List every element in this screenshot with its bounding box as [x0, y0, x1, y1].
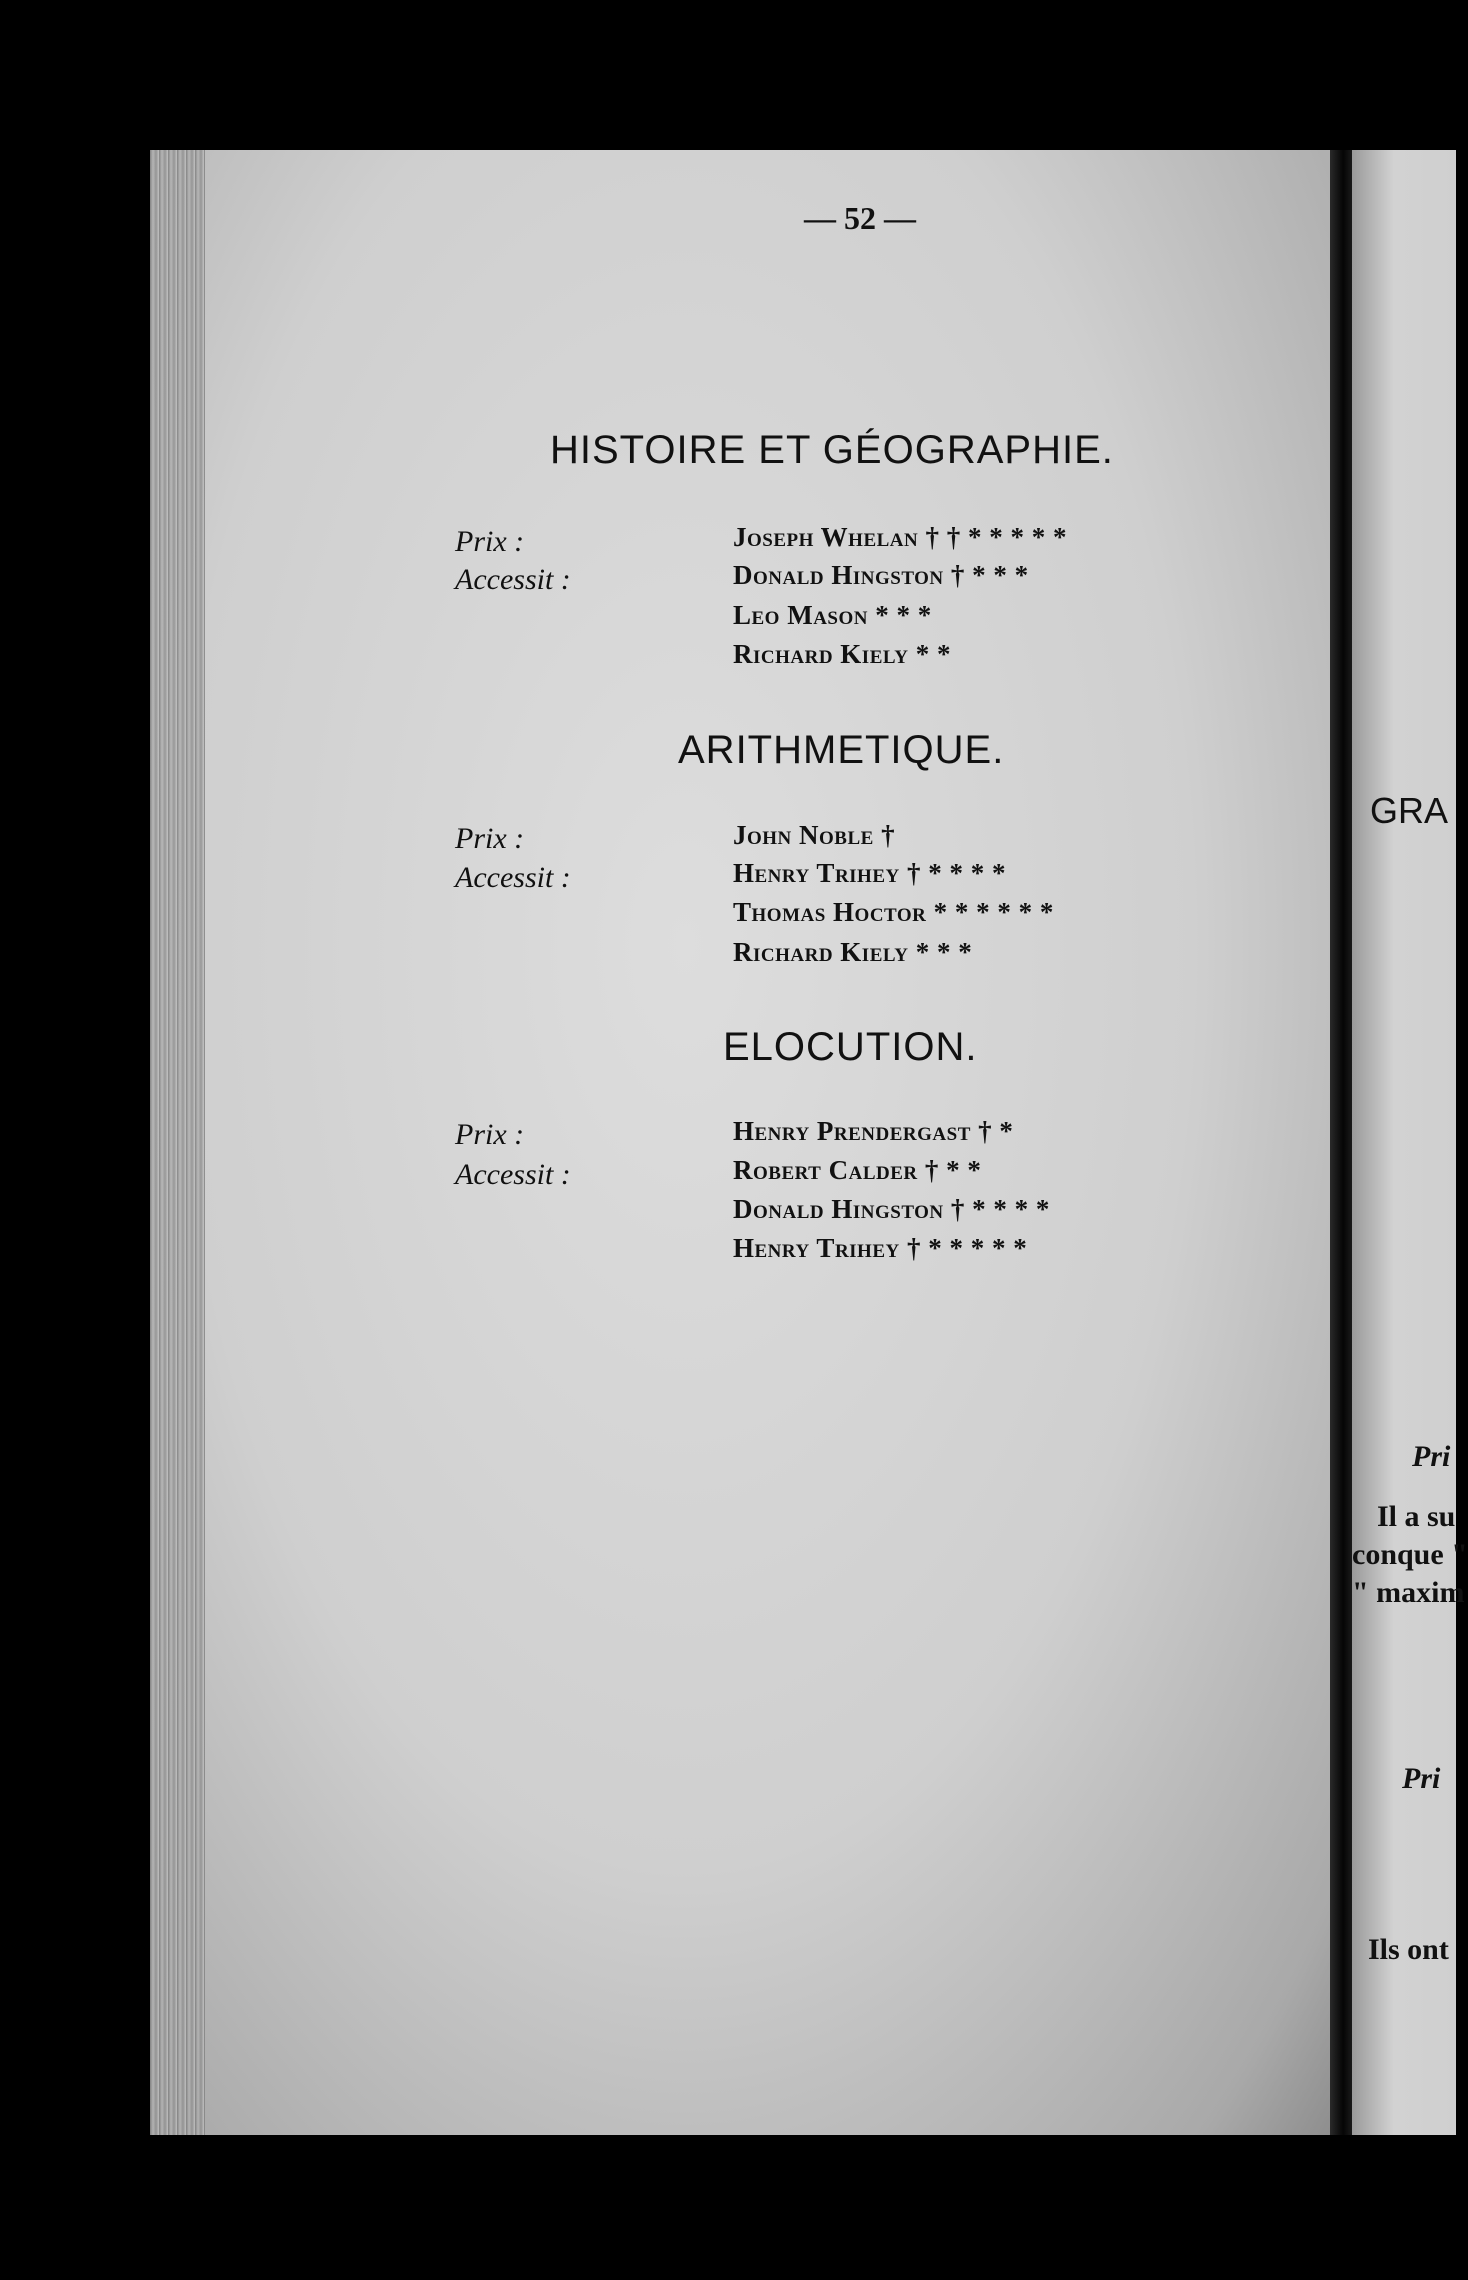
prize-entry: Henry Trihey † * * * *	[733, 858, 1006, 888]
facing-fragment: Il a su	[1377, 1500, 1456, 1533]
prize-entry: Donald Hingston † * * *	[733, 560, 1029, 590]
page-edge	[150, 150, 205, 2135]
facing-fragment: Ils ont	[1368, 1933, 1449, 1966]
book-gutter	[1330, 150, 1352, 2135]
accessit-label: Accessit :	[455, 861, 571, 894]
section-heading: ARITHMETIQUE.	[678, 728, 1005, 772]
facing-fragment: GRA	[1370, 790, 1449, 831]
facing-fragment: conque "	[1352, 1538, 1468, 1571]
prix-label: Prix :	[455, 1118, 525, 1151]
prize-entry: John Noble †	[733, 820, 896, 850]
facing-fragment: " maxim	[1352, 1576, 1465, 1609]
accessit-label: Accessit :	[455, 563, 571, 596]
prix-label: Prix :	[455, 525, 525, 558]
section-heading: ELOCUTION.	[723, 1025, 978, 1069]
accessit-label: Accessit :	[455, 1158, 571, 1191]
prize-entry: Leo Mason * * *	[733, 600, 932, 630]
facing-fragment: Pri	[1412, 1440, 1451, 1473]
facing-fragment: Pri	[1402, 1762, 1441, 1795]
prize-entry: Thomas Hoctor * * * * * *	[733, 897, 1054, 927]
facing-page	[1352, 150, 1468, 2135]
prize-entry: Joseph Whelan † † * * * * *	[733, 522, 1067, 552]
prize-entry: Robert Calder † * *	[733, 1155, 982, 1185]
prize-entry: Richard Kiely * *	[733, 639, 952, 669]
section-heading: HISTOIRE ET GÉOGRAPHIE.	[550, 428, 1114, 472]
prize-entry: Henry Prendergast † *	[733, 1116, 1014, 1146]
prize-entry: Henry Trihey † * * * * *	[733, 1233, 1028, 1263]
page-number: — 52 —	[804, 200, 916, 236]
prix-label: Prix :	[455, 822, 525, 855]
prize-entry: Donald Hingston † * * * *	[733, 1194, 1050, 1224]
prize-entry: Richard Kiely * * *	[733, 937, 973, 967]
